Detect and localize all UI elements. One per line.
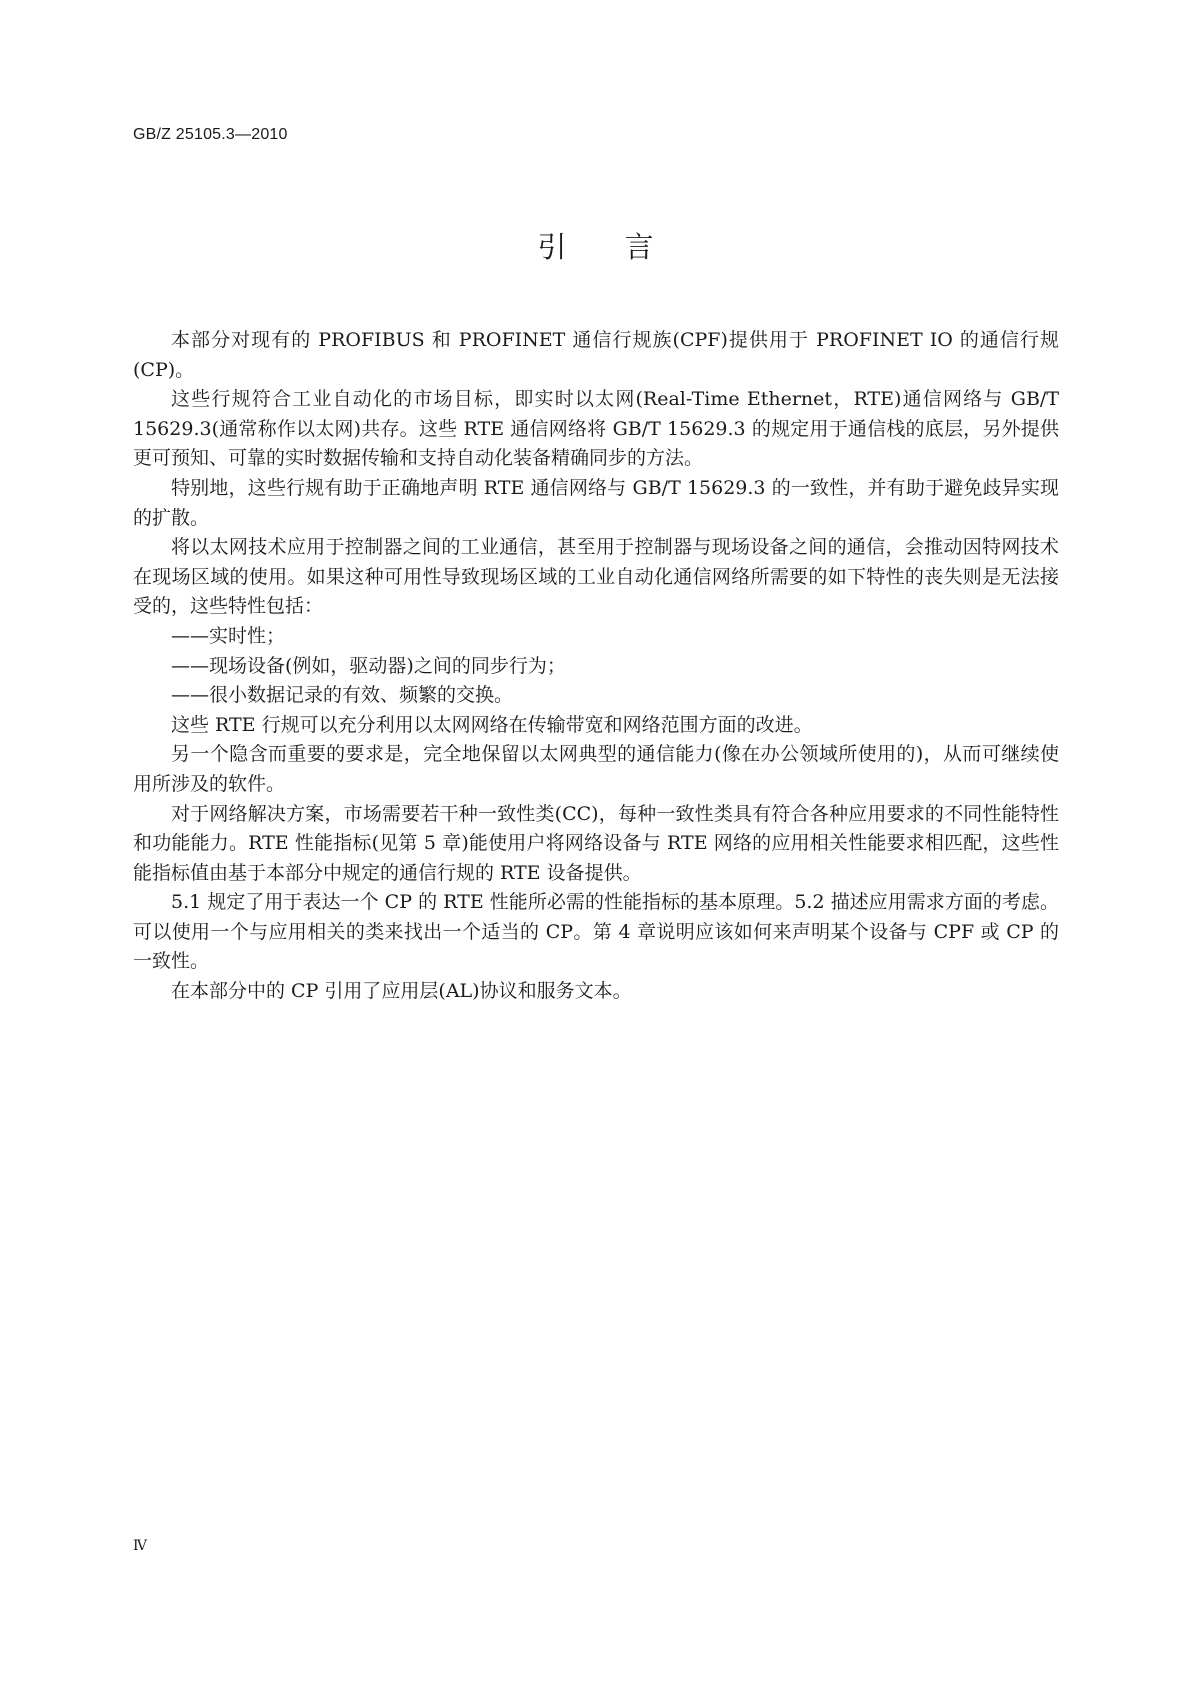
paragraph: 特别地，这些行规有助于正确地声明 RTE 通信网络与 GB/T 15629.3 的一致性，并有助于避免歧异实现的扩散。	[133, 476, 1059, 529]
paragraph: 将以太网技术应用于控制器之间的工业通信，甚至用于控制器与现场设备之间的通信，会推动因特网技术在现场区域的使用。如果这种可用性导致现场区域的工业自动化通信网络所需要的如下特性的丧失则是无法接受的，这些特性包括：	[133, 536, 1059, 618]
paragraph: 另一个隐含而重要的要求是，完全地保留以太网典型的通信能力(像在办公领域所使用的)，从而可继续使用所涉及的软件。	[133, 743, 1059, 795]
paragraph: 这些行规符合工业自动化的市场目标，即实时以太网(Real-Time Ethernet，RTE)通信网络与 GB/T 15629.3(通常称作以太网)共存。这些 RTE 通信网络将 GB/T 15629.3 的规定用于通信栈的底层，另外提供更可预知、可靠的实时数据传输和支持自动化装备精确同步的方法。	[133, 388, 1059, 470]
list-item: ——现场设备(例如，驱动器)之间的同步行为；	[171, 654, 566, 677]
document-body	[133, 326, 1059, 1007]
paragraph: 这些 RTE 行规可以充分利用以太网网络在传输带宽和网络范围方面的改进。	[171, 713, 813, 736]
paragraph: 对于网络解决方案，市场需要若干种一致性类(CC)，每种一致性类具有符合各种应用要求的不同性能特性和功能能力。RTE 性能指标(见第 5 章)能使用户将网络设备与 RTE 网络的应用相关性能要求相匹配，这些性能指标值由基于本部分中规定的通信行规的 RTE 设备提供。	[133, 802, 1059, 884]
standard-code-header: GB/Z 25105.3—2010	[133, 126, 288, 143]
paragraph: 5.1 规定了用于表达一个 CP 的 RTE 性能所必需的性能指标的基本原理。5.2 描述应用需求方面的考虑。可以使用一个与应用相关的类来找出一个适当的 CP。第 4 章说明应该如何来声明某个设备与 CPF 或 CP 的一致性。	[133, 891, 1059, 973]
page-number: Ⅳ	[133, 1538, 147, 1554]
list-item: ——很小数据记录的有效、频繁的交换。	[171, 684, 514, 707]
paragraph: 在本部分中的 CP 引用了应用层(AL)协议和服务文本。	[171, 980, 632, 1003]
paragraph: 本部分对现有的 PROFIBUS 和 PROFINET 通信行规族(CPF)提供用于 PROFINET IO 的通信行规(CP)。	[133, 329, 1059, 381]
list-item: ——实时性；	[171, 624, 286, 647]
page-title: 引言	[537, 230, 712, 264]
